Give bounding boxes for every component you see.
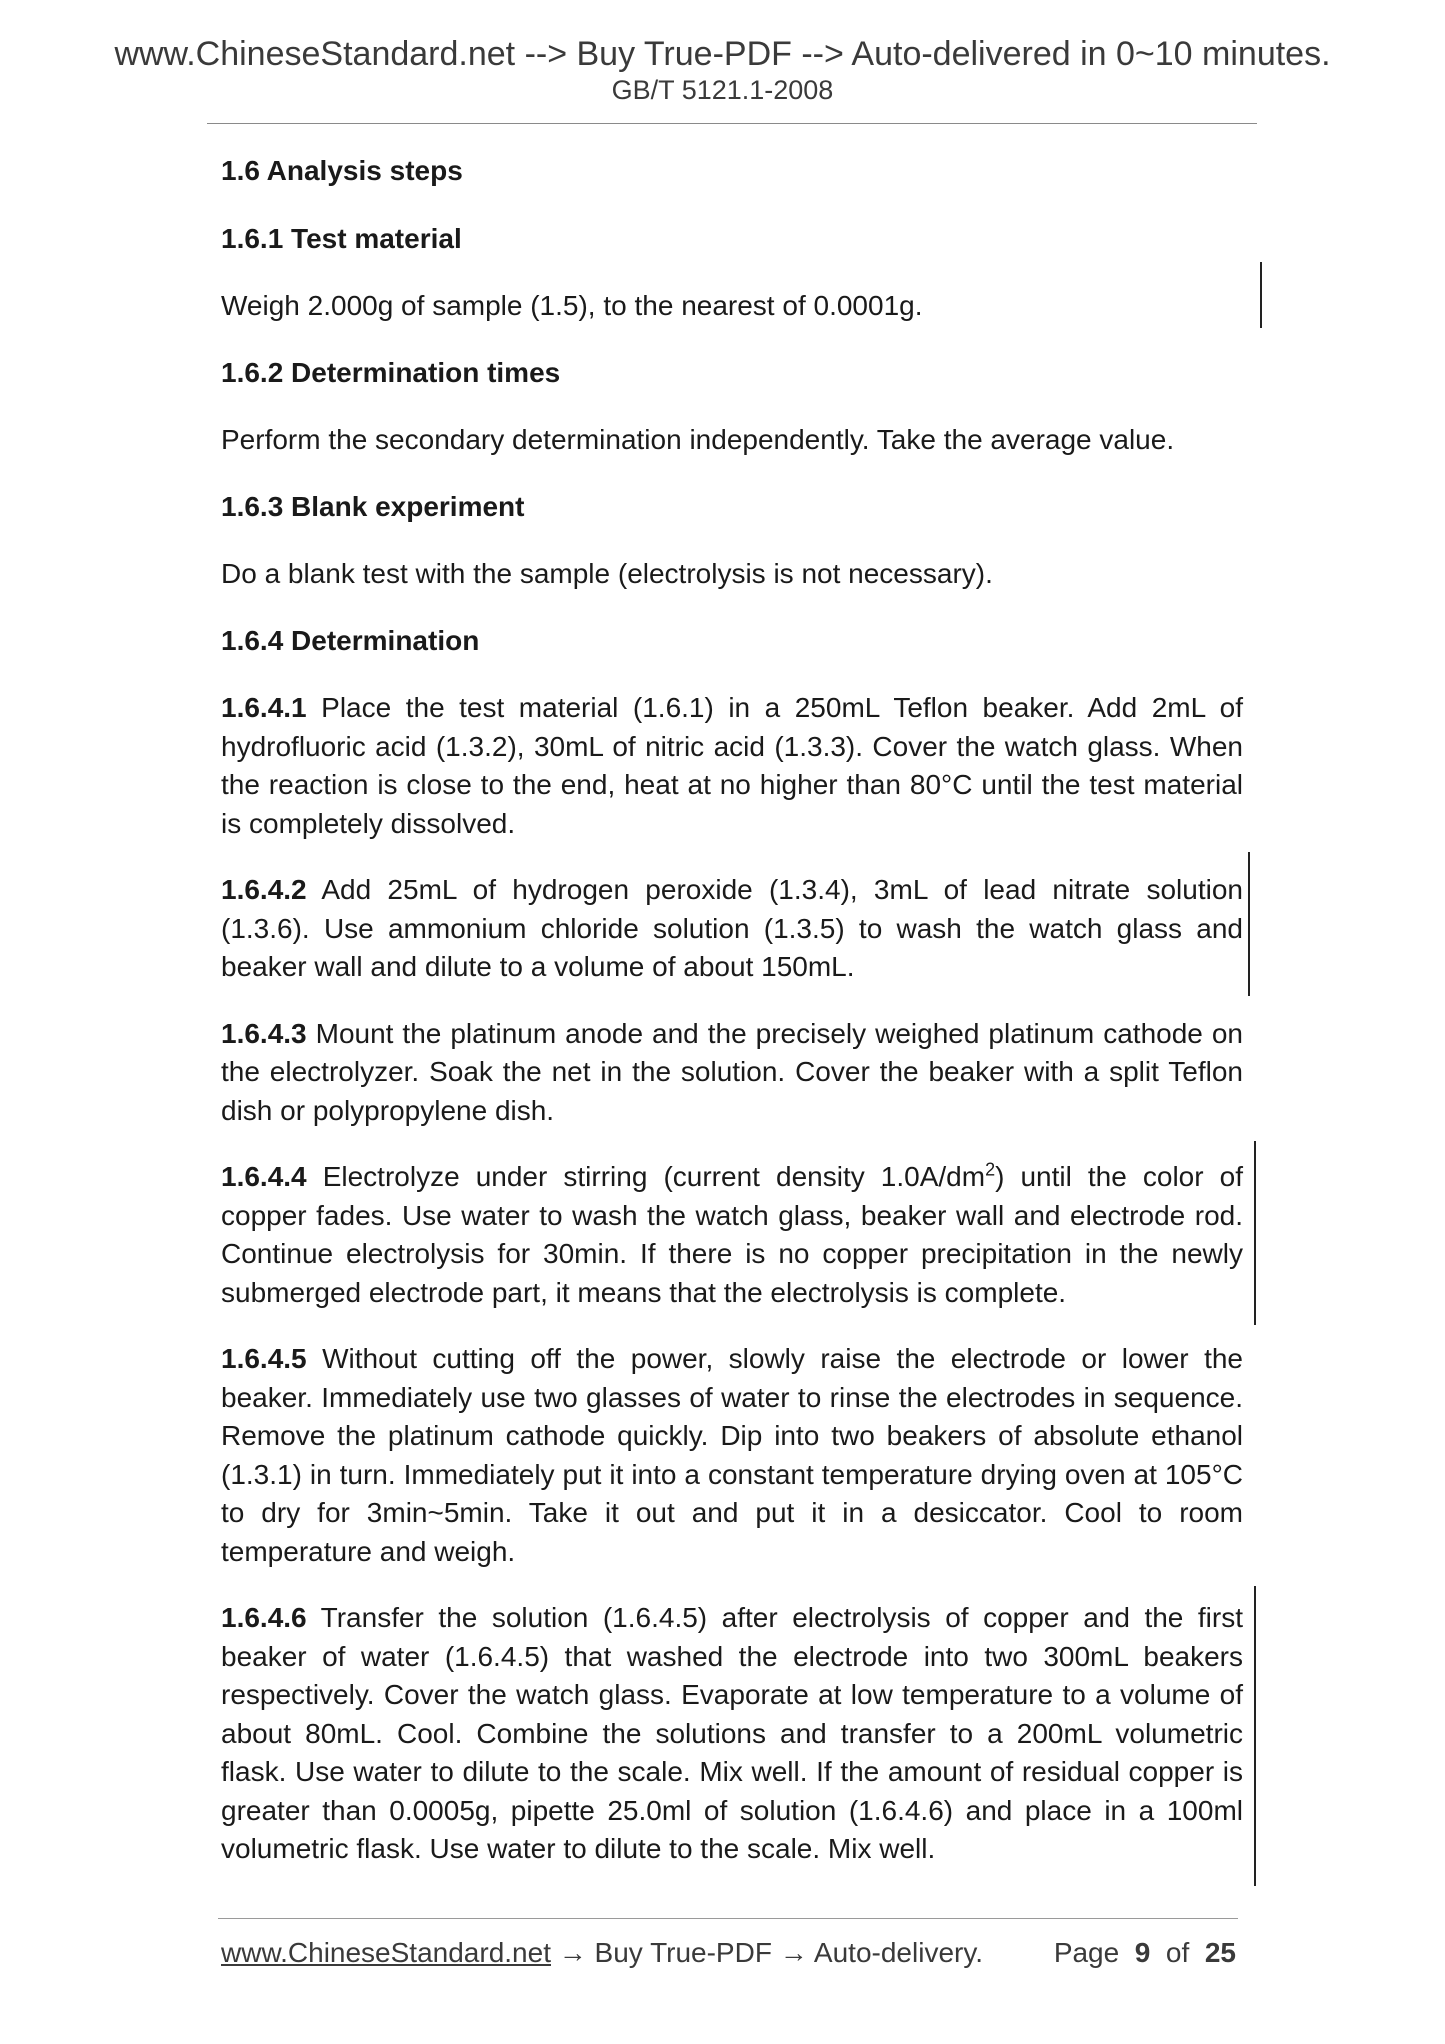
clause-1-6-4-3 (221, 1015, 1243, 1131)
document-id: GB/T 5121.1-2008 (611, 75, 834, 105)
section-heading: 1.6.1 Test material (221, 222, 462, 254)
change-bar (1260, 262, 1262, 328)
of-word: of (1165, 1937, 1190, 1968)
clause-label: 1.6.4.6 (221, 1602, 307, 1633)
clause-1-6-4-6 (221, 1599, 1243, 1869)
clause-text: Place the test material (1.6.1) in a 250mL Teflon beaker. Add 2mL of hydrofluoric acid (1.3.2), 30mL of nitric acid (1.3.3). Cover the watch glass. When the reaction is close to the end, heat at no higher than 80°C until the test material is completely dissolved. (221, 692, 1243, 839)
paragraph: Do a blank test with the sample (electrolysis is not necessary). (221, 558, 993, 589)
superscript: 2 (985, 1159, 996, 1180)
paragraph: Weigh 2.000g of sample (1.5), to the nearest of 0.0001g. (221, 290, 923, 321)
footer-link[interactable]: www.ChineseStandard.net (221, 1937, 551, 1968)
clause-text: Mount the platinum anode and the precisely weighed platinum cathode on the electrolyzer. Soak the net in the solution. Cover the beaker with a split Teflon dish or polypropylene dish. (221, 1017, 1243, 1126)
clause-text: Without cutting off the power, slowly raise the electrode or lower the beaker. Immediately use two glasses of water to rinse the electrodes in sequence. Remove the platinum cathode quickly. Dip into two beakers of absolute ethanol (1.3.1) in turn. Immediately put it into a constant temperature drying oven at 105°C to dry for 3min~5min. Take it out and put it in a desiccator. Cool to room temperature and weigh. (221, 1343, 1243, 1567)
footer-trail: → Buy True-PDF → Auto-delivery. (550, 1937, 984, 1968)
section-heading: 1.6.3 Blank experiment (221, 490, 525, 522)
change-bar (1254, 1586, 1256, 1886)
header-banner[interactable]: www.ChineseStandard.net --> Buy True-PDF --> Auto-delivered in 0~10 minutes. (114, 35, 1331, 73)
clause-text: ) until the color of copper fades. Use water to wash the watch glass, beaker wall and electrode rod. Continue electrolysis for 30min. If there is no copper precipitation in the newly submerged electrode part, it means that the electrolysis is complete. (221, 1161, 1243, 1308)
header-rule (207, 123, 1257, 124)
section-heading: 1.6.4 Determination (221, 624, 480, 656)
clause-label: 1.6.4.5 (221, 1343, 307, 1374)
page-word: Page (1053, 1937, 1120, 1968)
section-heading: 1.6.2 Determination times (221, 356, 561, 388)
page-number: 9 (1134, 1937, 1151, 1968)
clause-text: Electrolyze under stirring (current density 1.0A/dm (306, 1161, 986, 1192)
clause-1-6-4-2 (221, 871, 1243, 987)
section-heading: 1.6 Analysis steps (221, 155, 463, 186)
clause-1-6-4-5 (221, 1340, 1243, 1571)
clause-text: Add 25mL of hydrogen peroxide (1.3.4), 3mL of lead nitrate solution (1.3.6). Use ammonium chloride solution (1.3.5) to wash the watch glass and beaker wall and dilute to a volume of about 150mL. (221, 874, 1243, 982)
clause-text: Transfer the solution (1.6.4.5) after electrolysis of copper and the first beaker of water (1.6.4.5) that washed the electrode into two 300mL beakers respectively. Cover the watch glass. Evaporate at low temperature to a volume of about 80mL. Cool. Combine the solutions and transfer to a 200mL volumetric flask. Use water to dilute to the scale. Mix well. If the amount of residual copper is greater than 0.0005g, pipette 25.0ml of solution (1.6.4.6) and place in a 100ml volumetric flask. Use water to dilute to the scale. Mix well. (221, 1602, 1243, 1864)
change-bar (1248, 852, 1250, 996)
paragraph: Perform the secondary determination independently. Take the average value. (221, 424, 1175, 455)
change-bar (1254, 1141, 1256, 1325)
clause-1-6-4-1 (221, 689, 1243, 843)
page-footer (221, 1935, 1236, 1971)
document-body (221, 152, 1243, 1897)
page-total: 25 (1204, 1937, 1236, 1968)
page-counter (1054, 1935, 1236, 1971)
clause-label: 1.6.4.2 (221, 874, 307, 905)
clause-label: 1.6.4.3 (221, 1017, 307, 1049)
clause-label: 1.6.4.1 (221, 692, 307, 723)
footer-rule (218, 1918, 1238, 1919)
clause-1-6-4-4 (221, 1158, 1243, 1312)
clause-label: 1.6.4.4 (221, 1161, 307, 1192)
